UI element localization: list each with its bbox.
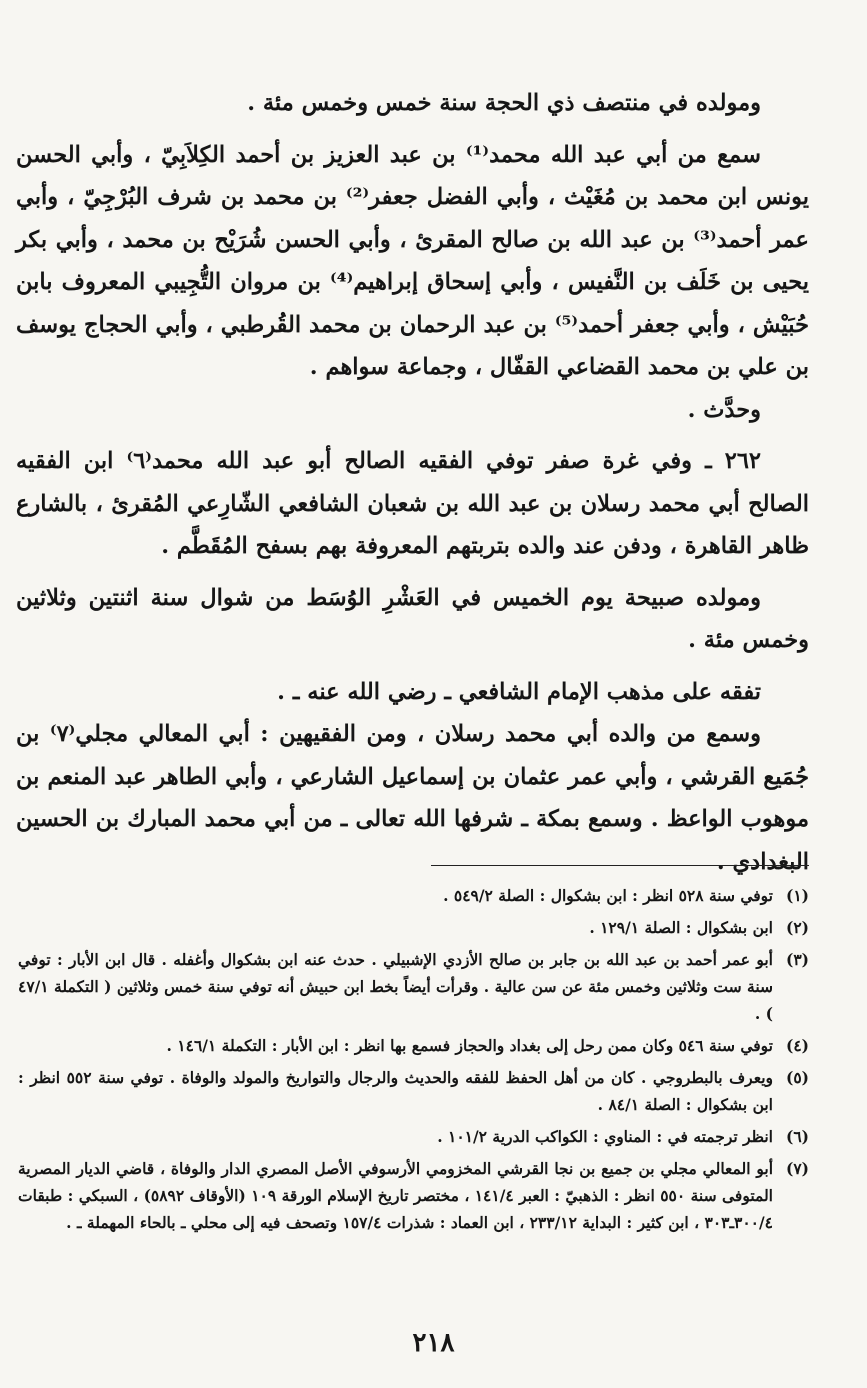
footnote-number: (٤) [785,1036,809,1055]
paragraph-fiqh: تفقه على مذهب الإمام الشافعي ـ رضي الله عنه ـ . [277,678,761,705]
paragraph-teachers: سمع من أبي عبد الله محمد⁽¹⁾ بن عبد العزيز بن أحمد الكِلاَبِيّ ، وأبي الحسن يونس ابن محمد بن مُغَيْث ، وأبي الفضل جعفر⁽²⁾ بن محمد بن شرف البُرْجِيّ ، وأبي عمر أحمد⁽³⁾ بن عبد الله بن صالح المقرئ ، وأبي الحسن شُرَيْح بن محمد ، وأبي بكر يحيى بن خَلَف بن النَّفيس ، وأبي إسحاق إبراهيم⁽⁴⁾ بن مروان التُّجِيبي المعروف بابن حُبَيْش ، وأبي جعفر أحمد⁽⁵⁾ بن عبد الرحمان بن محمد القُرطبي ، وأبي الحجاج يوسف بن علي بن محمد القضاعي القفّال ، وجماعة سواهم . [16,141,809,380]
footnote-7 [18,1155,809,1236]
footnote-2 [18,914,809,941]
paragraph-birth: ومولده في منتصف ذي الحجة سنة خمس وخمس مئة . [247,90,761,116]
footnote-number: (١) [785,886,809,905]
entry-262: ٢٦٢ ـ وفي غرة صفر توفي الفقيه الصالح أبو عبد الله محمد⁽٦⁾ ابن الفقيه الصالح أبي محمد رسلان بن عبد الله بن شعبان الشافعي الشّارِعي المُقرئ ، بالشارع ظاهر القاهرة ، ودفن عند والده بتربتهم المعروفة بهم بسفح المُقَطَّم . [16,448,809,559]
footnote-text: أبو المعالي مجلي بن جميع بن نجا القرشي المخزومي الأرسوفي الأصل المصري الدار والوفاة ، قاضي الديار المصرية المتوفى سنة ٥٥٠ انظر : الذهبيّ : العبر ١٤١/٤ ، مختصر تاريخ الإسلام الورقة ١٠٩ (الأوقاف ٥٨٩٢) ، السبكي : طبقات ٣٠٠/٤ـ٣٠٣ ، ابن كثير : البداية ٢٣٣/١٢ ، ابن العماد : شذرات ١٥٧/٤ وتصحف فيه إلى محلي ـ بالحاء المهملة ـ . [18,1159,773,1232]
footnote-text: توفي سنة ٥٤٦ وكان ممن رحل إلى بغداد والحجاز فسمع بها انظر : ابن الأبار : التكملة ١٤٦/١ . [166,1036,773,1055]
footnote-4 [18,1032,809,1059]
footnote-number: (٣) [785,950,809,969]
footnote-number: (٥) [785,1068,809,1087]
footnote-text: أبو عمر أحمد بن عبد الله بن جابر بن صالح الأزدي الإشبيلي . حدث عنه ابن بشكوال وأغفله . قال ابن الأبار : توفي سنة ست وثلاثين وخمس مئة عن سن عالية . وقرأت أيضاً بخط ابن حبيش أنه توفي سنة خمس وثلاثين ( التكملة ٤٧/١ ) . [18,950,773,1023]
paragraph-narrated: وحدَّث . [687,396,761,423]
main-text [16,82,809,883]
footnote-1 [18,882,809,909]
footnotes [18,882,809,1241]
footnote-number: (٦) [785,1127,809,1146]
paragraph-hearing: وسمع من والده أبي محمد رسلان ، ومن الفقيهين : أبي المعالي مجلي⁽٧⁾ بن جُمَيع القرشي ، وأبي عمر عثمان بن إسماعيل الشارعي ، وأبي الطاهر عبد المنعم بن موهوب الواعظ . وسمع بمكة ـ شرفها الله تعالى ـ من أبي محمد المبارك بن الحسين البغدادي . [16,721,809,875]
paragraph-birth-262: ومولده صبيحة يوم الخميس في العَشْرِ الوُسَط من شوال سنة اثنتين وثلاثين وخمس مئة . [16,584,809,653]
footnote-text: ويعرف بالبطروجي . كان من أهل الحفظ للفقه والحديث والرجال والتواريخ والمولد والوفاة . توفي سنة ٥٥٢ انظر : ابن بشكوال : الصلة ٨٤/١ . [18,1068,773,1114]
footnote-3 [18,946,809,1027]
footnote-number: (٢) [785,918,809,937]
footnote-separator [431,865,809,866]
footnote-5 [18,1064,809,1118]
footnote-text: انظر ترجمته في : المناوي : الكواكب الدرية ١٠١/٢ . [437,1127,773,1146]
footnote-text: ابن بشكوال : الصلة ١٢٩/١ . [589,918,773,937]
footnote-text: توفي سنة ٥٢٨ انظر : ابن بشكوال : الصلة ٥٤٩/٢ . [443,886,773,905]
page-number: ٢١٨ [412,1328,455,1358]
footnote-6 [18,1123,809,1150]
footnote-number: (٧) [785,1159,809,1178]
